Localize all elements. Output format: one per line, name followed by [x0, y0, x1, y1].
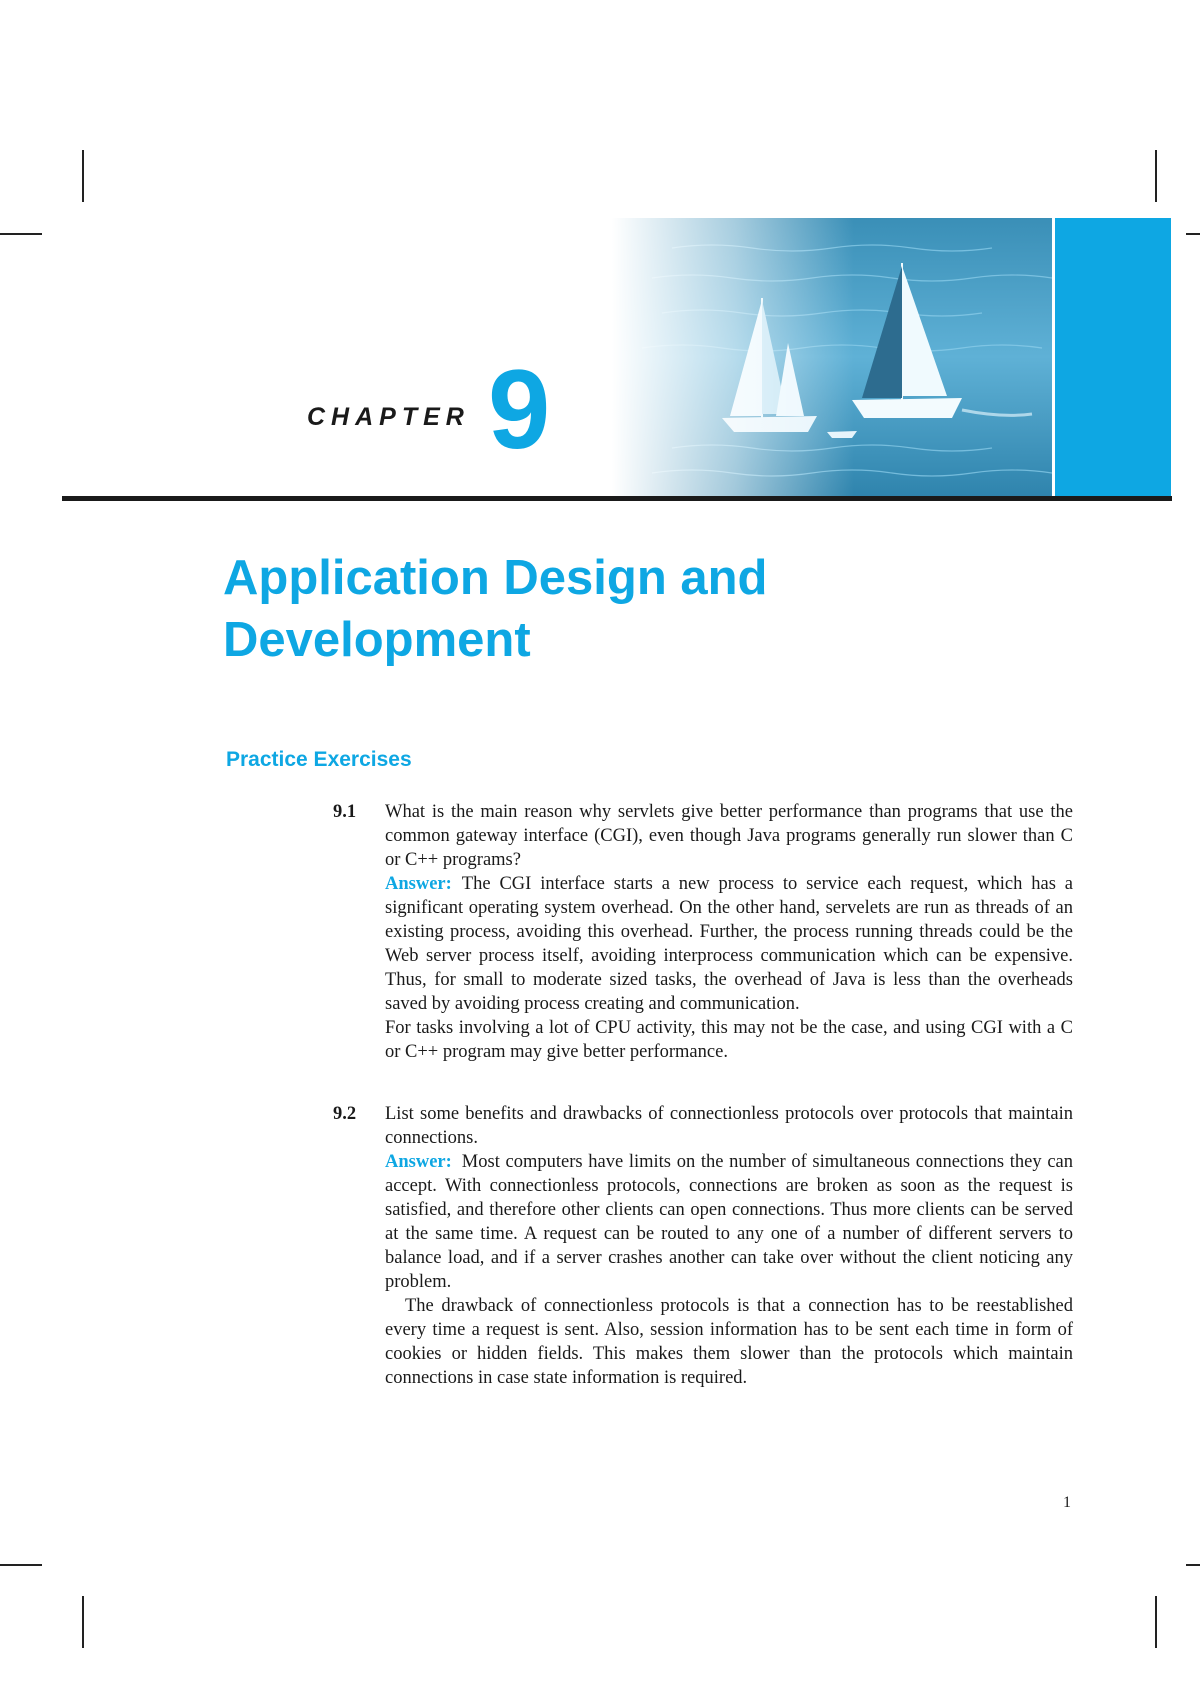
- exercise-9-2: [333, 1102, 1073, 1390]
- answer-label: Answer:: [385, 1152, 452, 1172]
- chapter-banner-image: [612, 218, 1052, 496]
- exercise-question: What is the main reason why servlets give better performance than programs that use the common gateway interface (CGI), even though Java programs generally run slower than C or C++ programs?: [385, 802, 1073, 870]
- crop-mark-top-left-h: [0, 233, 42, 235]
- exercise-body: [385, 1102, 1073, 1390]
- exercise-body: [385, 800, 1073, 1064]
- crop-mark-top-left: [82, 150, 84, 202]
- chapter-side-tab: [1055, 218, 1171, 496]
- crop-mark-bottom-right: [1155, 1596, 1157, 1648]
- answer-text: The CGI interface starts a new process to service each request, which has a significant operating system overhead. On the other hand, servelets are run as threads of an existing process, avoiding this overhead. Further, the process running threads could be the Web server process itself, avoiding interprocess communication which can be expensive. Thus, for small to moderate sized tasks, the overhead of Java is less than the overheads saved by avoiding process creating and communication.: [385, 874, 1073, 1014]
- exercise-answer: [385, 872, 1073, 1016]
- page-number: 1: [1063, 1494, 1071, 1511]
- answer-continuation: For tasks involving a lot of CPU activity, this may not be the case, and using CGI with a C or C++ program may give better performance.: [385, 1018, 1073, 1062]
- crop-mark-bottom-left: [82, 1596, 84, 1648]
- exercise-9-1: [333, 800, 1073, 1064]
- section-heading: Practice Exercises: [226, 748, 412, 771]
- chapter-header-rule: [62, 496, 1172, 501]
- answer-label: Answer:: [385, 874, 452, 894]
- answer-text: Most computers have limits on the number of simultaneous connections they can accept. With connectionless protocols, connections are broken as soon as the request is satisfied, and therefore other clients can open connections. Thus more clients can be served at the same time. A request can be routed to any one of a number of different servers to balance load, and if a server crashes another can take over without the client noticing any problem.: [385, 1152, 1073, 1292]
- crop-mark-top-right: [1155, 150, 1157, 202]
- chapter-title-line-2: Development: [223, 613, 531, 667]
- exercise-answer: [385, 1150, 1073, 1294]
- chapter-title: [223, 547, 923, 671]
- chapter-label: CHAPTER: [307, 403, 470, 431]
- crop-mark-bottom-right-h: [1186, 1564, 1200, 1566]
- crop-mark-bottom-left-h: [0, 1564, 42, 1566]
- exercise-number: 9.2: [333, 1104, 357, 1124]
- chapter-number: 9: [488, 347, 551, 472]
- exercise-question: List some benefits and drawbacks of connectionless protocols over protocols that maintain connections.: [385, 1104, 1073, 1148]
- exercise-number: 9.1: [333, 802, 357, 822]
- answer-continuation: The drawback of connectionless protocols is that a connection has to be reestablished every time a request is sent. Also, session information has to be sent each time in form of cookies or hidden fields. This makes them slower than the protocols which maintain connections in case state information is required.: [385, 1296, 1073, 1388]
- crop-mark-top-right-h: [1186, 233, 1200, 235]
- chapter-title-line-1: Application Design and: [223, 551, 768, 605]
